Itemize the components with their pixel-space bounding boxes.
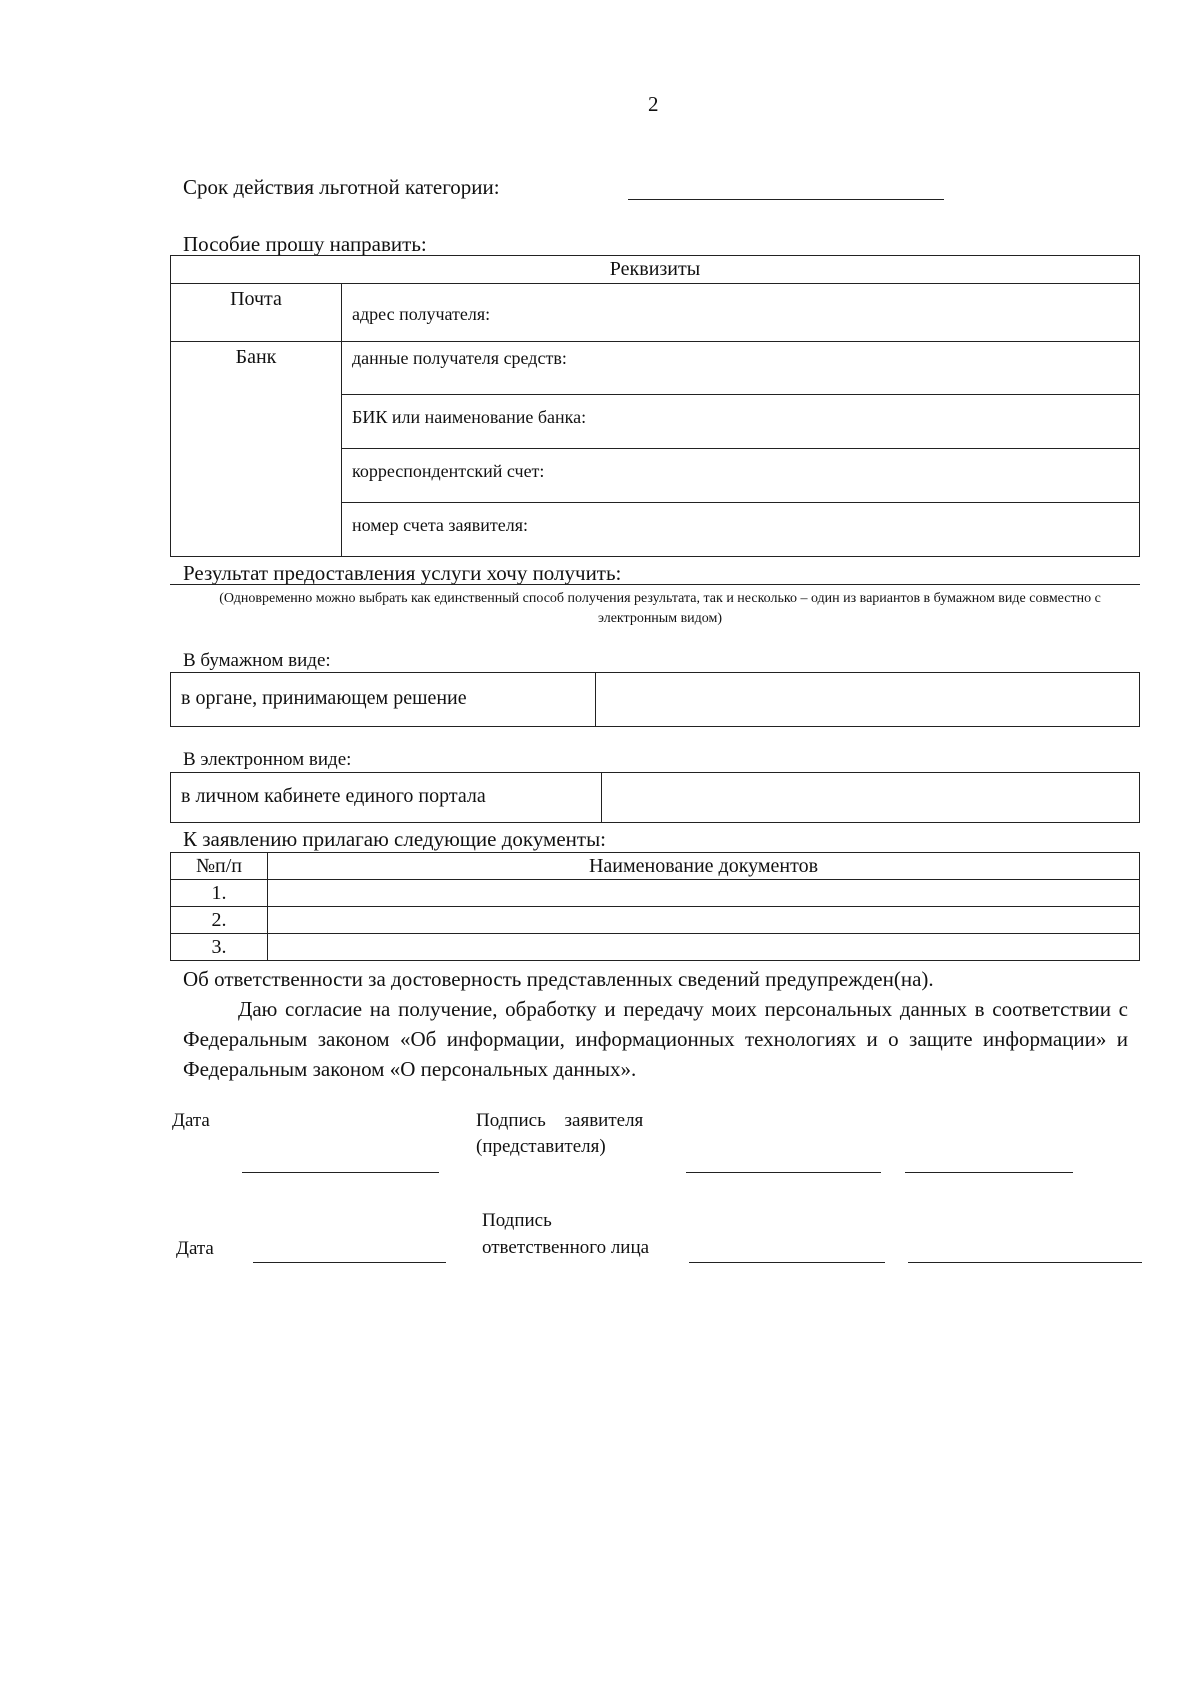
consent-text: Даю согласие на получение, обработку и передачу моих персональных данных в соответствии с Федеральным законом «Об информации, информационных технологиях и о защите информации» и Федеральным законом «О персональных данных». [183, 997, 1128, 1081]
page-number: 2 [648, 92, 659, 116]
privilege-period-line[interactable] [628, 199, 944, 200]
requisites-header: Реквизиты [171, 256, 1140, 284]
applicant-sig-label: Подпись заявителя [476, 1110, 644, 1131]
applicant-sig-sublabel: (представителя) [476, 1136, 606, 1157]
official-sig-line[interactable] [689, 1262, 885, 1263]
documents-label: К заявлению прилагаю следующие документы: [183, 827, 607, 851]
recipient-data-field[interactable]: данные получателя средств: [342, 342, 1140, 395]
doc-row-name[interactable] [268, 880, 1140, 907]
bank-label: Банк [171, 342, 342, 557]
corr-account-field[interactable]: корреспондентский счет: [342, 449, 1140, 503]
official-sig-label: Подпись [482, 1210, 552, 1231]
responsibility-text: Об ответственности за достоверность представленных сведений предупрежден(на). [183, 967, 934, 991]
result-note: (Одновременно можно выбрать как единственный способ получения результата, так и несколько – один из вариантов в бумажном виде совместно с электронным видом) [219, 591, 1101, 626]
table-row [171, 934, 1140, 961]
official-sig-sublabel: ответственного лица [482, 1237, 650, 1258]
paper-option[interactable]: в органе, принимающем решение [171, 673, 596, 726]
date-line-1[interactable] [242, 1172, 439, 1173]
electronic-label: В электронном виде: [183, 749, 352, 770]
recipient-address-field[interactable]: адрес получателя: [342, 284, 1140, 342]
requisites-table [170, 255, 1140, 557]
doc-row-name[interactable] [268, 907, 1140, 934]
bik-field[interactable]: БИК или наименование банка: [342, 395, 1140, 449]
documents-table [170, 852, 1140, 961]
doc-row-num: 3. [171, 934, 268, 961]
applicant-account-field[interactable]: номер счета заявителя: [342, 503, 1140, 557]
doc-row-num: 1. [171, 880, 268, 907]
privilege-period-label: Срок действия льготной категории: [183, 175, 500, 199]
result-label: Результат предоставления услуги хочу получить: [183, 561, 622, 585]
mail-label: Почта [171, 284, 342, 342]
documents-col-name: Наименование документов [268, 853, 1140, 880]
electronic-option-box [170, 772, 1140, 823]
doc-row-num: 2. [171, 907, 268, 934]
date-label-1: Дата [172, 1110, 210, 1131]
paper-option-mark[interactable] [596, 673, 1139, 726]
electronic-option-mark[interactable] [602, 773, 1139, 822]
electronic-option[interactable]: в личном кабинете единого портала [171, 773, 602, 822]
documents-col-num: №п/п [171, 853, 268, 880]
doc-row-name[interactable] [268, 934, 1140, 961]
paper-option-box [170, 672, 1140, 727]
table-row [171, 907, 1140, 934]
result-underline [170, 584, 1140, 585]
paper-label: В бумажном виде: [183, 650, 331, 671]
date-label-2: Дата [176, 1238, 214, 1259]
applicant-sig-line[interactable] [686, 1172, 881, 1173]
date-line-2[interactable] [253, 1262, 446, 1263]
benefit-send-label: Пособие прошу направить: [183, 232, 427, 256]
table-row [171, 880, 1140, 907]
applicant-name-line[interactable] [905, 1172, 1073, 1173]
official-name-line[interactable] [908, 1262, 1142, 1263]
